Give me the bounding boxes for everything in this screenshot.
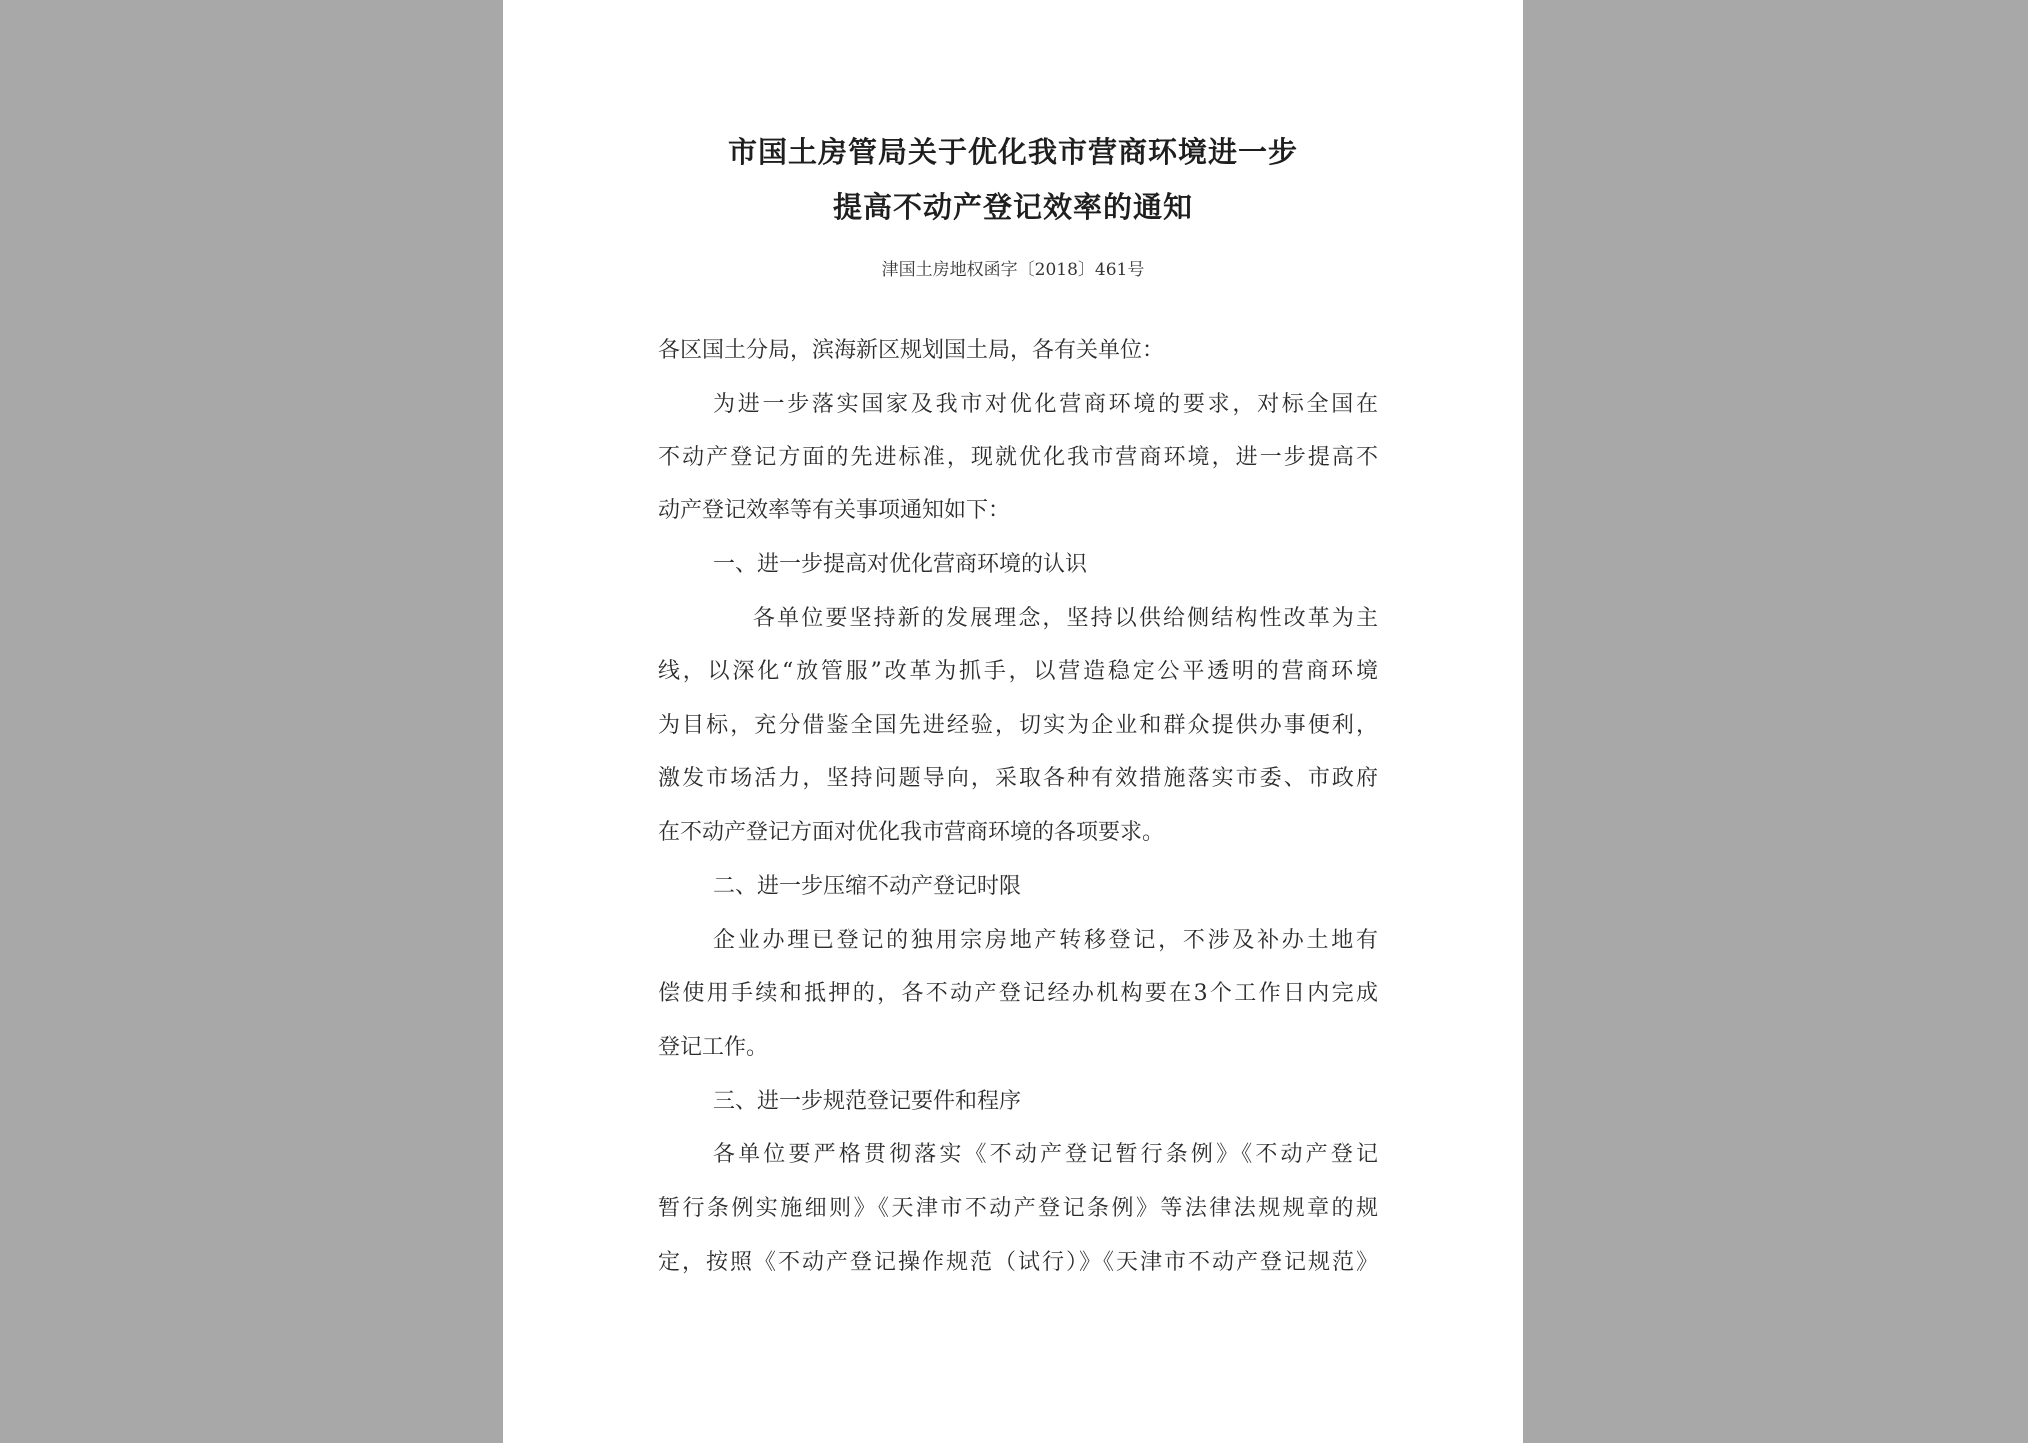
- body-line: 不动产登记方面的先进标准，现就优化我市营商环境，进一步提高不: [658, 445, 1378, 470]
- document-page: [503, 0, 1523, 1443]
- body-line: 定，按照《不动产登记操作规范（试行）》《天津市不动产登记规范》: [658, 1250, 1378, 1275]
- body-line: 线，以深化“放管服”改革为抓手，以营造稳定公平透明的营商环境: [658, 659, 1378, 684]
- body-line: 暂行条例实施细则》《天津市不动产登记条例》等法律法规规章的规: [658, 1196, 1378, 1221]
- body-line: 为进一步落实国家及我市对优化营商环境的要求，对标全国在: [713, 392, 1378, 417]
- body-line: 各单位要坚持新的发展理念，坚持以供给侧结构性改革为主: [753, 606, 1378, 631]
- section-heading-3: 三、进一步规范登记要件和程序: [713, 1089, 1022, 1114]
- body-line: 动产登记效率等有关事项通知如下：: [658, 498, 1011, 523]
- document-number: 津国土房地权函字〔2018〕461号: [881, 260, 1145, 280]
- document-title-line-2: 提高不动产登记效率的通知: [832, 190, 1193, 224]
- section-heading-1: 一、进一步提高对优化营商环境的认识: [713, 552, 1088, 577]
- body-line: 激发市场活力，坚持问题导向，采取各种有效措施落实市委、市政府: [658, 766, 1378, 791]
- section-heading-2: 二、进一步压缩不动产登记时限: [713, 874, 1022, 899]
- body-line: 企业办理已登记的独用宗房地产转移登记，不涉及补办土地有: [713, 928, 1378, 953]
- salutation: 各区国土分局，滨海新区规划国土局，各有关单位：: [658, 338, 1165, 363]
- body-line: 在不动产登记方面对优化我市营商环境的各项要求。: [658, 820, 1165, 845]
- body-line: 各单位要严格贯彻落实《不动产登记暂行条例》《不动产登记: [713, 1142, 1378, 1167]
- body-line: 登记工作。: [658, 1035, 769, 1060]
- body-line: 为目标，充分借鉴全国先进经验，切实为企业和群众提供办事便利，: [658, 713, 1378, 738]
- body-line: 偿使用手续和抵押的，各不动产登记经办机构要在3个工作日内完成: [658, 981, 1378, 1006]
- document-title-line-1: 市国土房管局关于优化我市营商环境进一步: [727, 135, 1298, 169]
